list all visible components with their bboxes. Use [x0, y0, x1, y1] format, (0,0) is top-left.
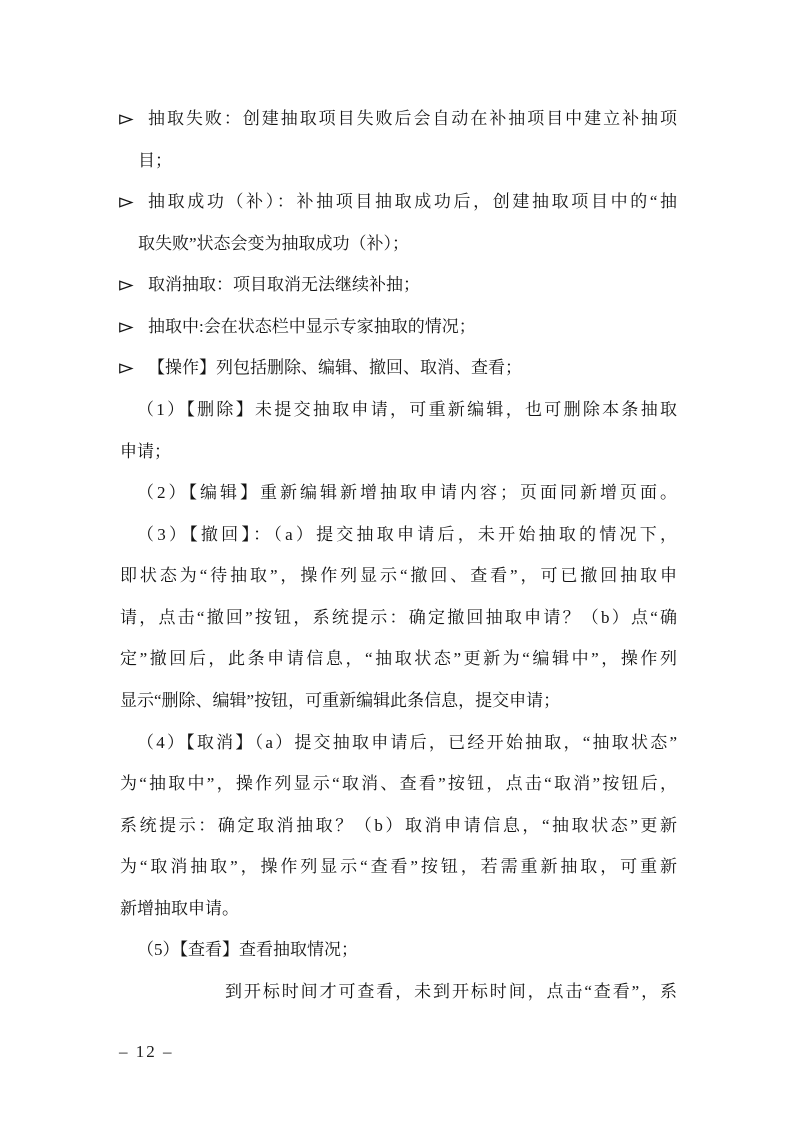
line-text: （2）【编辑】重新编辑新增抽取申请内容；页面同新增页面。 — [137, 483, 677, 503]
arrow-bullet-icon — [118, 195, 134, 210]
text-line — [118, 269, 677, 301]
line-text: 定”撤回后，此条申请信息，“抽取状态”更新为“编辑中”，操作列 — [120, 649, 677, 669]
line-text: （1）【删除】未提交抽取申请，可重新编辑，也可删除本条抽取 — [137, 400, 677, 419]
line-text: 抽取失败：创建抽取项目失败后会自动在补抽项目中建立补抽项 — [148, 109, 677, 128]
line-text: （5）【查看】查看抽取情况； — [137, 940, 358, 960]
line-text: 申请； — [120, 441, 171, 461]
text-line — [120, 851, 677, 883]
text-line — [118, 311, 677, 343]
arrow-bullet-icon — [118, 361, 134, 376]
line-text: 系统提示：确定取消抽取？（b）取消申请信息，“抽取状态”更新 — [120, 815, 677, 835]
text-line — [118, 103, 677, 135]
text-line — [138, 145, 677, 177]
line-text: 抽取成功（补）：补抽项目抽取成功后，创建抽取项目中的“抽 — [148, 192, 677, 212]
text-line — [120, 810, 677, 842]
line-text: 为“取消抽取”，操作列显示“查看”按钮，若需重新抽取，可重新 — [120, 857, 677, 877]
text-line — [137, 934, 677, 966]
line-text: 请，点击“撤回”按钮，系统提示：确定撤回抽取申请？（b）点“确 — [120, 607, 677, 627]
text-line — [120, 685, 677, 717]
arrow-bullet-icon — [118, 112, 134, 127]
line-text: 显示“删除、编辑”按钮，可重新编辑此条信息，提交申请； — [120, 691, 561, 710]
text-line — [120, 893, 677, 925]
line-text: 【操作】列包括删除、编辑、撤回、取消、查看； — [148, 358, 522, 378]
text-line — [120, 560, 677, 592]
text-line — [120, 602, 677, 634]
line-text: 为“抽取中”，操作列显示“取消、查看”按钮，点击“取消”按钮后， — [120, 774, 677, 794]
text-line — [120, 436, 677, 468]
text-line — [118, 352, 677, 384]
text-line — [137, 394, 677, 426]
text-line — [138, 228, 677, 260]
text-line — [118, 186, 677, 218]
line-text: 目； — [138, 150, 172, 170]
line-text: （4）【取消】（a）提交抽取申请后，已经开始抽取，“抽取状态” — [137, 732, 677, 752]
text-line — [225, 976, 677, 1008]
text-line — [137, 519, 677, 551]
arrow-bullet-icon — [118, 278, 134, 293]
line-text: （3）【撤回】：（a）提交抽取申请后，未开始抽取的情况下， — [137, 524, 677, 544]
line-text: 取消抽取：项目取消无法继续补抽； — [148, 275, 420, 295]
line-text: 取失败”状态会变为抽取成功（补）； — [138, 233, 410, 253]
text-line — [137, 477, 677, 509]
line-text: 新增抽取申请。 — [120, 898, 239, 918]
page-number: – 12 – — [119, 1042, 174, 1061]
text-line — [120, 768, 677, 800]
text-line — [137, 727, 677, 759]
arrow-bullet-icon — [118, 320, 134, 335]
line-text: 即状态为“待抽取”，操作列显示“撤回、查看”，可已撤回抽取申 — [120, 566, 677, 586]
line-text: 抽取中:会在状态栏中显示专家抽取的情况； — [148, 316, 476, 336]
line-text: 到开标时间才可查看，未到开标时间，点击“查看”，系 — [225, 982, 677, 1001]
text-line — [120, 643, 677, 675]
